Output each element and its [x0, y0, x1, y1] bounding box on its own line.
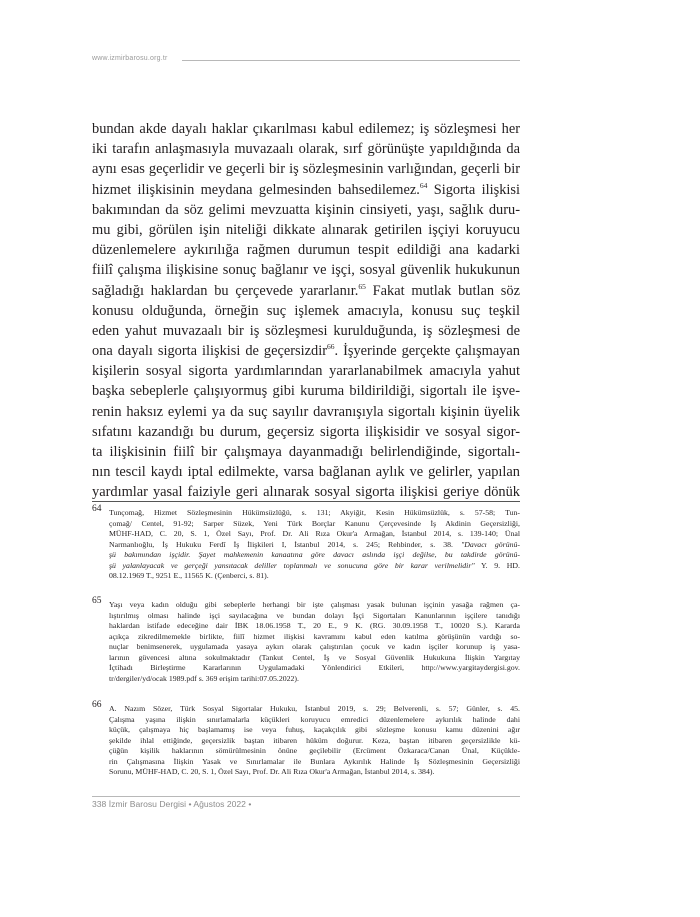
text-line: iki tarafın anlaşmasıyla muvazaalı olarak, sırf görünüşte yapıldığında da	[92, 141, 520, 158]
text-line: sağladığı haklardan bu çerçevede yararlanır.$^{65}$ Fakat mutlak butlan söz	[92, 281, 520, 299]
footnote-line: nuçlar benimsenerek, uygulamada yasaya aykırı olarak çalıştırılan çocuk ve kadın işçiler korunup iş yasa-	[109, 642, 520, 651]
text-line: hizmet ilişkisinin meydana gelmesinden bahsedilemez.$^{64}$ Sigorta ilişkisi	[92, 180, 520, 198]
header-url: www.izmirbarosu.org.tr	[92, 55, 168, 62]
footnote-line: A. Nazım Sözer, Türk Sosyal Sigortalar Hukuku, İstanbul 2019, s. 29; Belverenli, s. 57; Günler, s. 45.	[109, 704, 520, 713]
text-line: yardımlar yasal faiziyle geri alınarak sosyal sigorta ilişkisi geriye dönük	[92, 484, 520, 501]
footnote-66	[92, 700, 520, 778]
footnote-line: Narmanlıoğlu, İş Hukuku Ferdî İş İlişkileri I, İstanbul 2014, s. 245; Rehbinder, s. 38. "Davacı görünü-	[109, 539, 520, 549]
footnote-line: Tunçomağ, Hizmet Sözleşmesinin Hükümsüzlüğü, s. 131; Akyiğit, Kesin Hükümsüzlük, s. 57-58; Tun-	[109, 508, 520, 517]
text-line: konusu olduğunda, örneğin suç işlemek amacıyla, konusu suç teşkil	[92, 302, 520, 319]
footnote-line: Çalışma yaşına ilişkin sınırlamalarla küçükleri koruyucu emredici düzenlemelere aykırılık halinde dahi	[109, 714, 520, 724]
footnote-ref-66[interactable]: 66	[327, 342, 335, 352]
footnote-ref-64[interactable]: 64	[419, 180, 428, 190]
footnote-64	[92, 504, 520, 582]
text-line: düzenlemelere aykırılığa rağmen durumun tespit edildiği ana kadarki	[92, 242, 520, 259]
text-line: sıfatını kazandığı bu durum, geçersiz sigorta ilişkisidir ve sosyal sigor-	[92, 423, 520, 440]
footnote-line: şekilde ihlal ettiğinde, geçersizlik baştan itibaren hüküm doğurur. Keza, baştan itibaren geçersizlikle kü-	[109, 735, 520, 745]
text-line: eden yahut muvazaalı bir iş sözleşmesi kurulduğunda, iş sözleşmesi de	[92, 322, 520, 339]
header-rule	[182, 60, 520, 61]
footnote-line: şü bakımından işçidir. Şayet mahkemenin kanaatına göre davacı aslında işçi değilse, bu takdirde görünü-	[109, 550, 520, 559]
footnote-line: şü yalanlayacak ve gerçeği yansıtacak deliller toplanmalı ve sonucuna göre bir karar verilmelidir" Y. 9. HD.	[109, 560, 520, 570]
footnote-line: Sorunu, MÜHF-HAD, C. 20, S. 1, Özel Sayı, Prof. Dr. Ali Rıza Okur'a Armağan, İstanbul 2014, s. 384).	[109, 767, 435, 776]
text-line: aynı esas geçerlidir ve geçerli bir iş sözleşmesinin varlığından, geçerli bir	[92, 161, 520, 178]
footnote-line: haklardan istifade edeceğine dair İBK 18.06.1958 T., 20 E., 9 K. (RG. 30.09.1958 T., 10020 S.). Kararda	[109, 621, 520, 630]
text-line: başka sebeplerle çalışıyormuş gibi kuruma bildirildiği, sigortalı ile işve-	[92, 383, 520, 400]
text-line: fiilî çalışma ilişkisine sonuç bağlanır ve işçi, sosyal güvenlik hukukunun	[92, 262, 520, 279]
text-line: kişilerin sosyal sigorta yardımlarından yararlanabilmek amacıyla yahut	[92, 363, 520, 380]
footnote-line: rin Çalışmasına İlişkin Yasak ve Sınırlamalar ile Bunlara Aykırılık Halinde İş Sözleşmesinin Geçersizliği	[109, 756, 520, 766]
footnote-number: 66	[92, 700, 102, 710]
footnote-line: çüğün kişilik haklarının sömürülmesinin önüne geçilebilir (Ercüment Özkaraca/Canan Ünal, Küçükle-	[109, 746, 520, 755]
footnote-line: larının güvencesi altına sokulmaktadır (Tankut Centel, İş ve Sosyal Güvenlik Hukukuna İlişkin Yargıtay	[109, 652, 520, 662]
footer-rule	[92, 796, 520, 797]
footnote-line: İçtihadı Birleştirme Kararlarının Uygulamadaki Yönlendirici Etkileri, http://www.yargitaydergisi.gov.	[109, 663, 520, 672]
main-text	[92, 119, 520, 503]
footnote-line: çomağ/ Centel, 91-92; Sarper Süzek, Yeni Türk Borçlar Kanunu Çerçevesinde İş Akdinin Geçersizliği,	[109, 518, 520, 528]
text-line: nın tescil kaydı iptal edilmekte, varsa bağlanan aylık ve gelirler, yapılan	[92, 464, 520, 481]
footnote-line: küçük, çalışmaya hiç başlamamış ise veya fuhuş, kaçakçılık gibi sözleşme konusu kamu düzenini ağır	[109, 725, 520, 734]
text-line: ona dayalı sigorta ilişkisi de geçersizdir$^{66}$. İşyerinde gerçekte çalışmayan	[92, 342, 520, 360]
page-footer: 338 İzmir Barosu Dergisi • Ağustos 2022 •	[92, 799, 252, 809]
footnote-line: lıştırılmış olması halinde işçi sayılacağına ve bundan dolayı İşçi Sigortaları Kanunlarının işçilere tanıdığı	[109, 610, 520, 620]
footnote-65	[92, 596, 520, 684]
footnote-line: açıkça zikredilmemekle birlikte, fiilî hizmet ilişkisi kavramını kabul eden katılma görüşünün vardığı so-	[109, 631, 520, 641]
footnote-line: tr/dergiler/yd/ocak 1989.pdf s. 369 erişim tarihi:07.05.2022).	[109, 673, 299, 683]
footnote-number: 65	[92, 596, 102, 606]
text-line: ta ilişkisinin fiilî bir çalışmaya dayanmadığı belirlendiğinde, sigortalı-	[92, 444, 520, 460]
footnote-line: MÜHF-HAD, C. 20, S. 1, Özel Sayı, Prof. Dr. Ali Rıza Okur'a Armağan, İstanbul 2014, s. 139-140; Ünal	[109, 529, 520, 538]
text-line: mu gibi, görülen işin niteliği dikkate alınarak getirilen işçiyi koruyucu	[92, 221, 520, 238]
footnote-line: 08.12.1969 T., 9251 E., 11565 K. (Çenberci, s. 81).	[109, 571, 269, 580]
text-line: bakımından da söz gelimi mevzuatta kişinin cinsiyeti, yaşı, sağlık duru-	[92, 201, 520, 218]
footnote-ref-65[interactable]: 65	[358, 281, 366, 291]
footnote-number: 64	[92, 504, 102, 514]
text-line: renin haksız eylemi ya da suç sayılır davranışıyla sigortalı kişinin üyelik	[92, 403, 520, 420]
footnote-separator	[92, 501, 520, 502]
footnote-line: Yaşı veya kadın olduğu gibi sebeplerle herhangi bir işte çalışması yasak bulunan işçinin yasağa rağmen ça-	[109, 600, 520, 609]
text-line: bundan akde dayalı haklar çıkarılması kabul edilemez; iş sözleşmesi her	[92, 121, 520, 137]
